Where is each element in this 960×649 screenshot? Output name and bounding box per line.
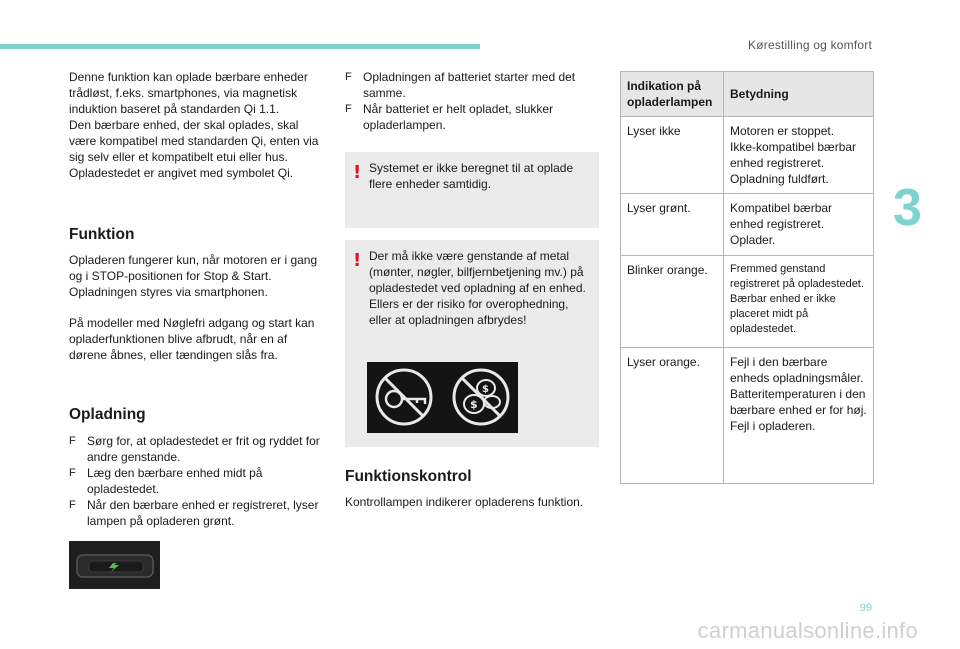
- intro-text: [69, 69, 324, 181]
- table-header-meaning: Betydning: [724, 72, 874, 117]
- bullet-mark: F: [69, 499, 76, 511]
- warning-text: Der må ikke være genstande af metal (mønter, nøgler, bilfjernbetjening mv.) på opladestedet ved opladning af en enhed. Ellers er der risiko for overophedning, eller at opladningen afbrydes!: [369, 249, 586, 327]
- page-number: 99: [859, 602, 872, 614]
- section-heading-opladning: Opladning: [69, 406, 146, 423]
- indicator-table: [620, 71, 874, 484]
- table-row: Lyser grønt. Kompatibel bærbar enhed registreret. Oplader.: [621, 194, 874, 256]
- warning-icon: !: [353, 250, 362, 271]
- table-row: Lyser ikke Motoren er stoppet. Ikke-kompatibel bærbar enhed registreret. Opladning fuldført.: [621, 117, 874, 194]
- funktion-paragraph: Opladeren fungerer kun, når motoren er i gang og i STOP-positionen for Stop & Start. Opladningen styres via smartphonen.: [69, 253, 318, 299]
- opladning-steps: [69, 433, 324, 529]
- section-heading-funktion: Funktion: [69, 226, 135, 243]
- table-row: Blinker orange. Fremmed genstand registreret på opladestedet. Bærbar enhed er ikke placeret midt på opladestedet.: [621, 256, 874, 348]
- svg-text:$: $: [482, 384, 489, 395]
- charger-lamp-image: [69, 541, 160, 589]
- intro-paragraph: Denne funktion kan oplade bærbare enheder trådløst, f.eks. smartphones, via magnetisk induktion baseret på standarden Qi 1.1.: [69, 70, 308, 116]
- table-header-row: [621, 72, 874, 117]
- warning-box-single-device: [345, 152, 599, 228]
- table-header-indication: Indikation på opladerlampen: [621, 72, 724, 117]
- no-metal-objects-pictograms: [367, 362, 518, 433]
- list-item: F Læg den bærbare enhed midt på opladestedet.: [69, 466, 263, 496]
- section-heading-funktionskontrol: Funktionskontrol: [345, 468, 472, 485]
- bullet-mark: F: [345, 71, 352, 83]
- bullet-mark: F: [69, 467, 76, 479]
- charger-lamp-icon: [69, 541, 160, 589]
- bullet-mark: F: [69, 435, 76, 447]
- bullet-mark: F: [345, 103, 352, 115]
- no-keys-no-coins-icon: [367, 362, 518, 433]
- svg-text:$: $: [470, 398, 478, 411]
- warning-icon: !: [353, 162, 362, 183]
- kontrol-paragraph: Kontrollampen indikerer opladerens funktion.: [345, 495, 584, 509]
- funktion-paragraph: På modeller med Nøglefri adgang og start kan opladerfunktionen blive afbrudt, når en af dørene åbnes, eller tændingen slås fra.: [69, 316, 315, 362]
- table-row: Lyser orange. Fejl i den bærbare enheds opladningsmåler. Batteritemperaturen i den bærbare enhed er for høj. Fejl i opladeren.: [621, 348, 874, 484]
- intro-paragraph: Den bærbare enhed, der skal oplades, skal være kompatibel med standarden Qi, enten via sig selv eller et kompatibelt etui eller hus.: [69, 118, 319, 164]
- chapter-number: 3: [893, 179, 922, 237]
- running-head: Kørestilling og komfort: [748, 38, 872, 52]
- intro-paragraph: Opladestedet er angivet med symbolet Qi.: [69, 166, 294, 180]
- warning-text: Systemet er ikke beregnet til at oplade flere enheder samtidig.: [369, 161, 574, 191]
- header-accent-bar: [0, 44, 480, 49]
- watermark: carmanualsonline.info: [697, 618, 918, 643]
- list-item: F Når batteriet er helt opladet, slukker opladerlampen.: [345, 102, 554, 132]
- list-item: F Sørg for, at opladestedet er frit og ryddet for andre genstande.: [69, 434, 320, 464]
- charging-status-list: [345, 69, 600, 133]
- list-item: F Opladningen af batteriet starter med det samme.: [345, 70, 576, 100]
- list-item: F Når den bærbare enhed er registreret, lyser lampen på opladeren grønt.: [69, 498, 319, 528]
